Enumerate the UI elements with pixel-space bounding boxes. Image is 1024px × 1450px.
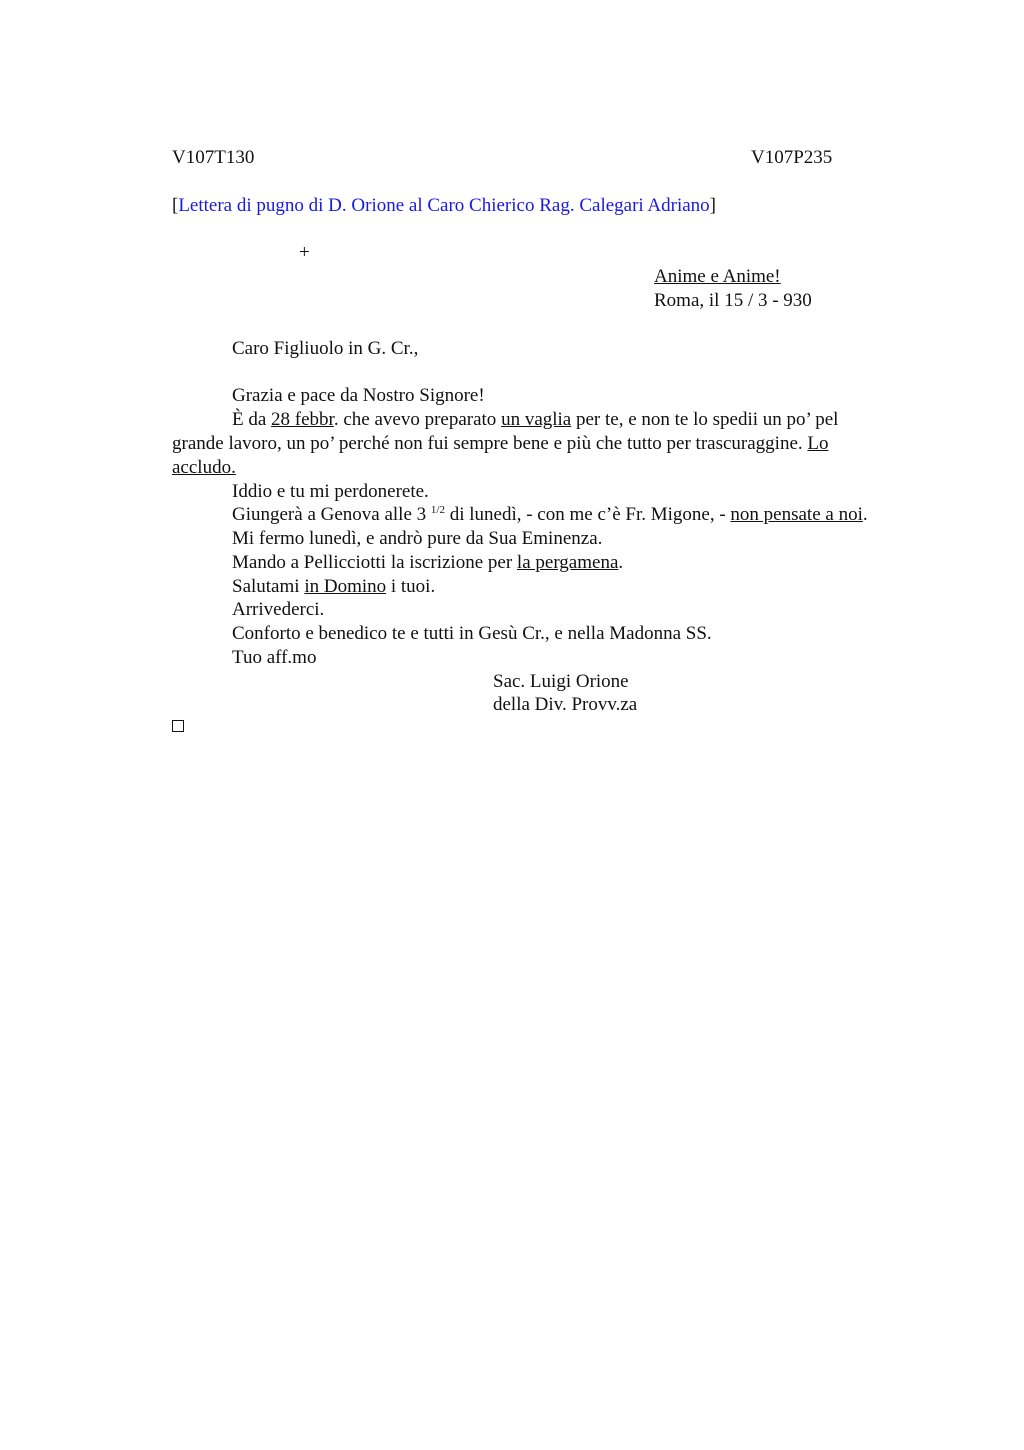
- heading-text: Lettera di pugno di D. Orione al Caro Chierico Rag. Calegari Adriano: [178, 195, 710, 216]
- text-run: Giungerà a Genova alle 3: [232, 504, 431, 525]
- left-code: V107T130: [172, 147, 255, 168]
- heading-open-bracket: [: [172, 195, 179, 216]
- letter-heading: [172, 194, 716, 218]
- text-run: Salutami: [232, 576, 305, 597]
- text-run: .: [862, 504, 868, 525]
- text-run: i tuoi.: [386, 576, 436, 597]
- body-line-3: accludo.: [172, 457, 236, 478]
- underlined-pergamena: la pergamena: [516, 552, 619, 573]
- body-line-10: Conforto e benedico te e tutti in Gesù Cr., e nella Madonna SS.: [232, 623, 712, 644]
- text-run: per te, e non te lo spedii un po’ pel: [571, 409, 839, 430]
- text-run: Mando a Pellicciotti la iscrizione per: [232, 552, 517, 573]
- text-run: di lunedì, - con me c’è Fr. Migone, -: [444, 504, 731, 525]
- text-run: È da: [232, 409, 272, 430]
- underlined-in-domino: in Domino: [304, 576, 387, 597]
- body-line-2: [172, 432, 829, 456]
- body-line-8: [232, 575, 435, 599]
- greeting-line: Grazia e pace da Nostro Signore!: [232, 385, 485, 406]
- signature-name: Sac. Luigi Orione: [493, 671, 629, 692]
- underlined-phrase: non pensate a noi: [730, 504, 863, 525]
- body-line-4: Iddio e tu mi perdonerete.: [232, 481, 429, 502]
- underlined-date: 28 febbr: [271, 409, 334, 430]
- dateline-motto: Anime e Anime!: [654, 266, 781, 287]
- body-line-11: Tuo aff.mo: [232, 647, 317, 668]
- dateline-place-date: Roma, il 15 / 3 - 930: [654, 290, 812, 311]
- body-line-6: Mi fermo lunedì, e andrò pure da Sua Eminenza.: [232, 528, 603, 549]
- signature-title: della Div. Provv.za: [493, 694, 638, 715]
- text-run: .: [618, 552, 624, 573]
- cross-symbol: +: [299, 242, 310, 263]
- underlined-lo: Lo: [807, 433, 829, 454]
- end-square-icon: [172, 720, 184, 732]
- heading-close-bracket: ]: [709, 195, 716, 216]
- body-line-9: Arrivederci.: [232, 599, 325, 620]
- text-run: grande lavoro, un po’ perché non fui sempre bene e più che tutto per trascuraggine.: [172, 433, 808, 454]
- salutation: Caro Figliuolo in G. Cr.,: [232, 338, 419, 359]
- text-run: . che avevo preparato: [333, 409, 502, 430]
- body-line-1: [232, 408, 838, 432]
- body-line-7: [232, 551, 623, 575]
- underlined-vaglia: un vaglia: [501, 409, 572, 430]
- body-line-5: [232, 503, 868, 527]
- superscript-half: 1/2: [430, 504, 445, 516]
- right-code: V107P235: [751, 147, 833, 168]
